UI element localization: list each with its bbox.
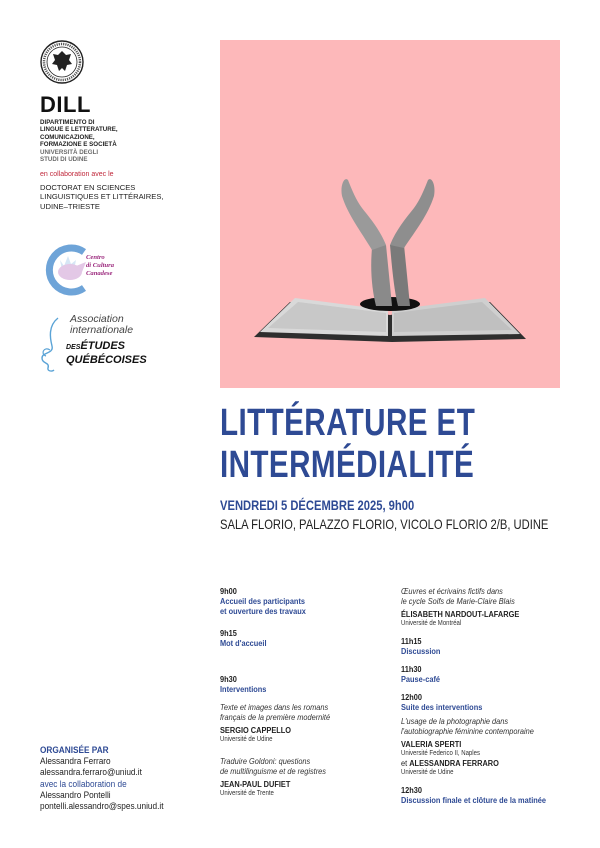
collaboration-label: avec la collaboration de: [40, 778, 127, 790]
session-time: 9h30: [220, 674, 237, 684]
speaker-name: SERGIO CAPPELLO: [220, 725, 292, 735]
session-time: 9h00: [220, 586, 237, 596]
session-time: 12h30: [401, 785, 422, 795]
aieq-swirl-icon: [38, 314, 68, 374]
aieq-logo-bold: [66, 340, 147, 366]
doctorat-line: LINGUISTIQUES ET LITTÉRAIRES,: [40, 192, 164, 202]
doctorat-name: [40, 183, 164, 211]
talk-title: Traduire Goldoni: questions: [220, 756, 311, 766]
organizer-name: Alessandro Pontelli: [40, 789, 111, 801]
aieq-des: DES: [66, 344, 81, 351]
session-activity: Pause-café: [401, 674, 441, 684]
speaker-affiliation: Université de Montréal: [401, 620, 462, 627]
title-line: LITTÉRATURE ET: [220, 402, 476, 444]
talk-title: le cycle Soifs de Marie-Claire Blais: [401, 596, 515, 606]
university-line: STUDI DI UDINE: [40, 156, 88, 164]
session-activity: Discussion: [401, 646, 441, 656]
aieq-line: internationale: [70, 324, 134, 336]
organizers-block: [40, 745, 164, 812]
hero-image: [220, 40, 560, 388]
dept-line: LINGUE E LETTERATURE,: [40, 126, 118, 134]
event-venue: SALA FLORIO, PALAZZO FLORIO, VICOLO FLORIO 2/B, UDINE: [220, 516, 549, 532]
session-time: 11h15: [401, 636, 422, 646]
talk-title: français de la première modernité: [220, 712, 331, 722]
dept-line: COMUNICAZIONE,: [40, 133, 95, 141]
ccc-line: Centro: [86, 254, 105, 261]
session-time: 12h00: [401, 692, 422, 702]
doctorat-line: UDINE–TRIESTE: [40, 201, 100, 211]
session-activity: Mot d'accueil: [220, 638, 267, 648]
program-left: [220, 586, 330, 798]
talk-title: de multilinguisme et de registres: [220, 766, 326, 776]
ccc-logo-text: [86, 254, 114, 278]
session-activity: Accueil des participants: [220, 596, 306, 606]
hands-book-illustration: [220, 40, 560, 388]
organizer-name: Alessandra Ferraro: [40, 756, 111, 768]
session-activity: Suite des interventions: [401, 702, 483, 712]
ccc-line: di Cultura: [86, 262, 115, 269]
session-activity: Interventions: [220, 684, 267, 694]
ccc-line: Canadese: [86, 270, 113, 277]
collaboration-label: en collaboration avec le: [40, 171, 114, 178]
speaker-name: JEAN-PAUL DUFIET: [220, 779, 291, 789]
speaker-affiliation: Université de Udine: [401, 769, 454, 776]
aieq-etudes: ÉTUDES: [80, 340, 126, 352]
speaker-affiliation: Université de Trente: [220, 790, 274, 797]
event-title: [220, 402, 475, 486]
speaker-name: ÉLISABETH NARDOUT-LAFARGE: [401, 609, 520, 619]
department-name: [40, 119, 118, 163]
aieq-line: Association: [70, 313, 124, 325]
program-right: [401, 586, 546, 805]
dept-line: FORMAZIONE E SOCIETÀ: [40, 141, 117, 149]
talk-title: Texte et images dans les romans: [220, 702, 329, 712]
event-date: VENDREDI 5 DÉCEMBRE 2025, 9h00: [220, 497, 415, 513]
aieq-logo-text: [70, 314, 133, 336]
doctorat-line: DOCTORAT EN SCIENCES: [40, 183, 136, 192]
centro-cultura-canadese-logo: [38, 242, 128, 298]
institution-abbr: DILL: [40, 92, 91, 117]
dept-line: DIPARTIMENTO DI: [40, 119, 95, 126]
organizers-heading: ORGANISÉE PAR: [40, 745, 109, 756]
session-time: 11h30: [401, 664, 422, 674]
talk-title: l'autobiographie féminine contemporaine: [401, 726, 534, 736]
talk-title: Œuvres et écrivains fictifs dans: [401, 586, 503, 596]
university-line: UNIVERSITÀ DEGLI: [40, 148, 99, 156]
speaker-affiliation: Université Federico II, Naples: [401, 750, 480, 757]
speaker-name: VALERIA SPERTI: [401, 739, 462, 749]
title-line: INTERMÉDIALITÉ: [220, 444, 475, 486]
talk-title: L'usage de la photographie dans: [401, 716, 509, 726]
session-time: 9h15: [220, 628, 237, 638]
organizer-email[interactable]: alessandra.ferraro@uniud.it: [40, 767, 142, 779]
organizer-email[interactable]: pontelli.alessandro@spes.uniud.it: [40, 801, 164, 813]
session-activity: Discussion finale et clôture de la matinée: [401, 795, 546, 805]
speaker-name: ALESSANDRA FERRARO: [409, 758, 499, 768]
university-seal-icon: [40, 40, 84, 84]
speaker-affiliation: Université de Udine: [220, 736, 273, 743]
conjunction: et: [401, 758, 408, 768]
aieq-quebecoises: QUÉBÉCOISES: [66, 354, 147, 366]
session-activity: et ouverture des travaux: [220, 606, 306, 616]
